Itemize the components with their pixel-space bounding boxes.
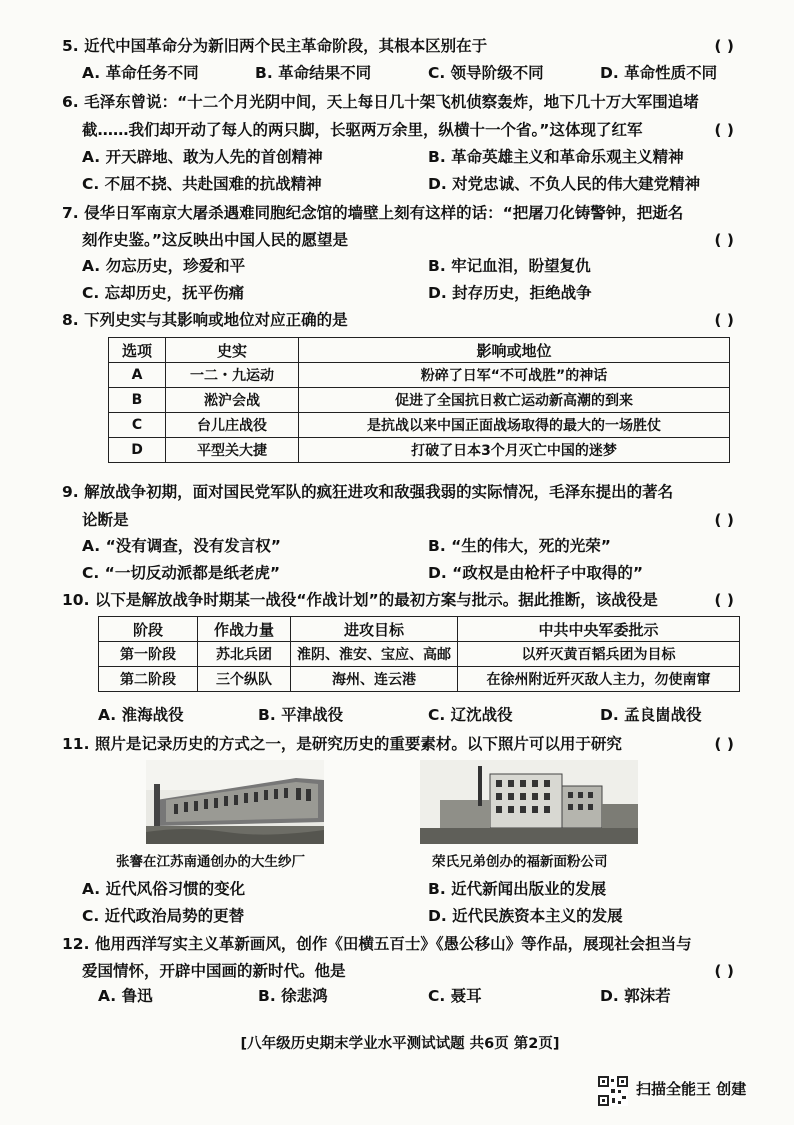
table-row — [99, 667, 740, 692]
q12-answer-paren: ( ) — [714, 962, 734, 980]
q10-cell: 淮阴、淮安、宝应、高邮 — [291, 642, 458, 667]
q10-header-instruction: 中共中央军委批示 — [458, 617, 740, 642]
q5-answer-paren: ( ) — [714, 37, 734, 55]
q7-stem-line2 — [82, 226, 752, 254]
q10-header-stage: 阶段 — [99, 617, 198, 642]
q10-cell: 在徐州附近歼灭敌人主力，勿使南窜 — [458, 667, 740, 692]
q10-cell: 以歼灭黄百韬兵团为目标 — [458, 642, 740, 667]
q11-stem — [62, 730, 752, 758]
q10-option-b: B. 平津战役 — [258, 706, 344, 724]
q8-cell: 淞沪会战 — [166, 388, 299, 413]
q6-option-b: B. 革命英雄主义和革命乐观主义精神 — [428, 148, 684, 166]
q10-option-d: D. 孟良崮战役 — [600, 706, 702, 724]
q7-option-b: B. 牢记血泪，盼望复仇 — [428, 257, 591, 275]
q11-option-a: A. 近代风俗习惯的变化 — [82, 880, 246, 898]
q10-cell: 第一阶段 — [99, 642, 198, 667]
q9-option-b: B. “生的伟大，死的光荣” — [428, 537, 611, 555]
q10-cell: 三个纵队 — [198, 667, 291, 692]
q12-option-a: A. 鲁迅 — [98, 987, 153, 1005]
q7-option-d: D. 封存历史，拒绝战争 — [428, 284, 592, 302]
q9-option-a: A. “没有调查，没有发言权” — [82, 537, 281, 555]
q8-cell: 促进了全国抗日救亡运动新高潮的到来 — [299, 388, 730, 413]
q5-stem-text: 5. 近代中国革命分为新旧两个民主革命阶段，其根本区别在于 — [62, 37, 488, 55]
q7-stem-line1: 7. 侵华日军南京大屠杀遇难同胞纪念馆的墙壁上刻有这样的话：“把屠刀化铸警钟，把逝名 — [62, 204, 684, 222]
table-row — [109, 413, 730, 438]
q12-stem-line2-text: 爱国情怀，开辟中国画的新时代。他是 — [82, 962, 346, 980]
q5-option-a: A. 革命任务不同 — [82, 64, 199, 82]
fuxin-flour-mill-photo — [420, 760, 638, 844]
q6-stem-line1: 6. 毛泽东曾说：“十二个月光阴中间，天上每日几十架飞机侦察轰炸，地下几十万大军围追堵 — [62, 93, 699, 111]
q5-option-d: D. 革命性质不同 — [600, 64, 718, 82]
q11-caption-right: 荣氏兄弟创办的福新面粉公司 — [432, 854, 608, 870]
q12-option-c: C. 聂耳 — [428, 987, 482, 1005]
q12-stem-line2 — [82, 957, 752, 985]
q8-stem — [62, 306, 752, 334]
q11-option-c: C. 近代政治局势的更替 — [82, 907, 245, 925]
q10-cell: 第二阶段 — [99, 667, 198, 692]
q6-option-d: D. 对党忠诚、不负人民的伟大建党精神 — [428, 175, 701, 193]
q10-option-c: C. 辽沈战役 — [428, 706, 513, 724]
q12-option-d: D. 郭沫若 — [600, 987, 671, 1005]
q8-header-option: 选项 — [109, 338, 166, 363]
qr-code-icon — [598, 1076, 628, 1106]
q8-table — [108, 337, 730, 463]
q5-option-c: C. 领导阶级不同 — [428, 64, 544, 82]
table-row — [109, 438, 730, 463]
q6-stem-line2 — [82, 116, 752, 144]
q11-option-d: D. 近代民族资本主义的发展 — [428, 907, 623, 925]
watermark-text: 扫描全能王 创建 — [636, 1080, 747, 1098]
q11-caption-left: 张謇在江苏南通创办的大生纱厂 — [116, 854, 305, 870]
q8-stem-text: 8. 下列史实与其影响或地位对应正确的是 — [62, 311, 348, 329]
q10-cell: 苏北兵团 — [198, 642, 291, 667]
q10-table-header — [99, 617, 740, 642]
q8-cell: 平型关大捷 — [166, 438, 299, 463]
q10-stem — [62, 586, 752, 614]
q11-stem-text: 11. 照片是记录历史的方式之一，是研究历史的重要素材。以下照片可以用于研究 — [62, 735, 622, 753]
q9-option-c: C. “一切反动派都是纸老虎” — [82, 564, 281, 582]
q9-stem-line2-text: 论断是 — [82, 511, 129, 529]
q9-option-d: D. “政权是由枪杆子中取得的” — [428, 564, 644, 582]
q6-option-a: A. 开天辟地、敢为人先的首创精神 — [82, 148, 323, 166]
q10-option-a: A. 淮海战役 — [98, 706, 184, 724]
q9-stem-line2 — [82, 506, 752, 534]
q10-stem-text: 10. 以下是解放战争时期某一战役“作战计划”的最初方案与批示。据此推断，该战役是 — [62, 591, 658, 609]
table-row — [109, 388, 730, 413]
q8-answer-paren: ( ) — [714, 311, 734, 329]
q8-cell: 一二・九运动 — [166, 363, 299, 388]
q12-option-b: B. 徐悲鸿 — [258, 987, 328, 1005]
q8-cell: 台儿庄战役 — [166, 413, 299, 438]
q6-option-c: C. 不屈不挠、共赴国难的抗战精神 — [82, 175, 322, 193]
q5-stem — [62, 32, 752, 60]
q9-stem-line1: 9. 解放战争初期，面对国民党军队的疯狂进攻和敌强我弱的实际情况，毛泽东提出的著名 — [62, 483, 674, 501]
q12-stem-line1: 12. 他用西洋写实主义革新画风，创作《田横五百士》《愚公移山》等作品，展现社会担当与 — [62, 935, 692, 953]
q7-option-c: C. 忘却历史，抚平伤痛 — [82, 284, 245, 302]
page-footer: [八年级历史期末学业水平测试试题 共6页 第2页] — [240, 1036, 560, 1052]
q7-answer-paren: ( ) — [714, 231, 734, 249]
q9-answer-paren: ( ) — [714, 511, 734, 529]
q11-option-b: B. 近代新闻出版业的发展 — [428, 880, 607, 898]
q6-answer-paren: ( ) — [714, 121, 734, 139]
q8-header-impact: 影响或地位 — [299, 338, 730, 363]
q10-cell: 海州、连云港 — [291, 667, 458, 692]
q8-cell: 是抗战以来中国正面战场取得的最大的一场胜仗 — [299, 413, 730, 438]
dasheng-mill-photo — [146, 760, 324, 844]
q7-option-a: A. 勿忘历史，珍爱和平 — [82, 257, 246, 275]
q8-cell: 粉碎了日军“不可战胜”的神话 — [299, 363, 730, 388]
q8-cell: B — [109, 388, 166, 413]
q10-answer-paren: ( ) — [714, 591, 734, 609]
q8-cell: A — [109, 363, 166, 388]
q8-cell: 打破了日本3个月灭亡中国的迷梦 — [299, 438, 730, 463]
table-row — [109, 363, 730, 388]
q10-header-target: 进攻目标 — [291, 617, 458, 642]
q8-header-fact: 史实 — [166, 338, 299, 363]
q6-stem-line2-text: 截……我们却开动了每人的两只脚，长驱两万余里，纵横十一个省。”这体现了红军 — [82, 121, 643, 139]
q8-cell: C — [109, 413, 166, 438]
q8-table-header — [109, 338, 730, 363]
q11-answer-paren: ( ) — [714, 735, 734, 753]
q7-stem-line2-text: 刻作史鉴。”这反映出中国人民的愿望是 — [82, 231, 348, 249]
q10-table — [98, 616, 740, 692]
table-row — [99, 642, 740, 667]
q10-header-force: 作战力量 — [198, 617, 291, 642]
q5-option-b: B. 革命结果不同 — [255, 64, 372, 82]
q8-cell: D — [109, 438, 166, 463]
